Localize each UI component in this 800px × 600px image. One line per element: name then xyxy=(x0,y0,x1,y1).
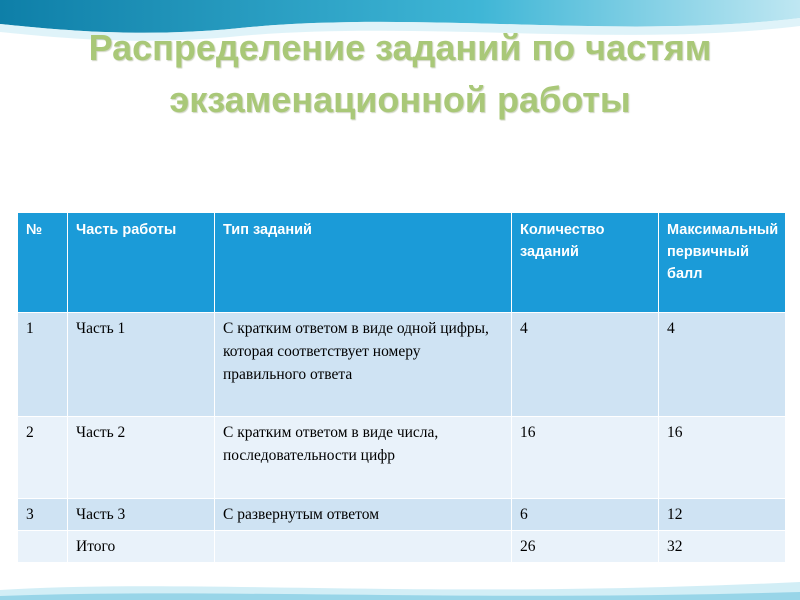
header-task-count: Количество заданий xyxy=(512,213,659,313)
cell-number xyxy=(18,531,68,563)
cell-number: 1 xyxy=(18,313,68,417)
table-header-row xyxy=(18,213,786,313)
table-row xyxy=(18,499,786,531)
cell-task-type: С развернутым ответом xyxy=(215,499,512,531)
cell-part: Часть 2 xyxy=(68,417,215,499)
cell-task-count: 4 xyxy=(512,313,659,417)
cell-task-type: С кратким ответом в виде одной цифры, которая соответствует номеру правильного ответа xyxy=(215,313,512,417)
header-task-type: Тип заданий xyxy=(215,213,512,313)
slide-title: Распределение заданий по частям экзаменационной работы xyxy=(88,27,712,120)
cell-task-type: С кратким ответом в виде числа, последовательности цифр xyxy=(215,417,512,499)
cell-task-type xyxy=(215,531,512,563)
cell-part: Часть 1 xyxy=(68,313,215,417)
cell-number: 3 xyxy=(18,499,68,531)
decorative-wave-bottom xyxy=(0,560,800,600)
cell-task-count: 26 xyxy=(512,531,659,563)
header-number: № xyxy=(18,213,68,313)
cell-max-score: 16 xyxy=(659,417,786,499)
cell-max-score: 12 xyxy=(659,499,786,531)
cell-task-count: 16 xyxy=(512,417,659,499)
table-row-total xyxy=(18,531,786,563)
table-row xyxy=(18,313,786,417)
cell-task-count: 6 xyxy=(512,499,659,531)
table-row xyxy=(18,417,786,499)
cell-part: Итого xyxy=(68,531,215,563)
cell-number: 2 xyxy=(18,417,68,499)
cell-part: Часть 3 xyxy=(68,499,215,531)
cell-max-score: 32 xyxy=(659,531,786,563)
cell-max-score: 4 xyxy=(659,313,786,417)
task-distribution-table xyxy=(17,212,786,563)
header-max-score: Максимальный первичный балл xyxy=(659,213,786,313)
header-part: Часть работы xyxy=(68,213,215,313)
